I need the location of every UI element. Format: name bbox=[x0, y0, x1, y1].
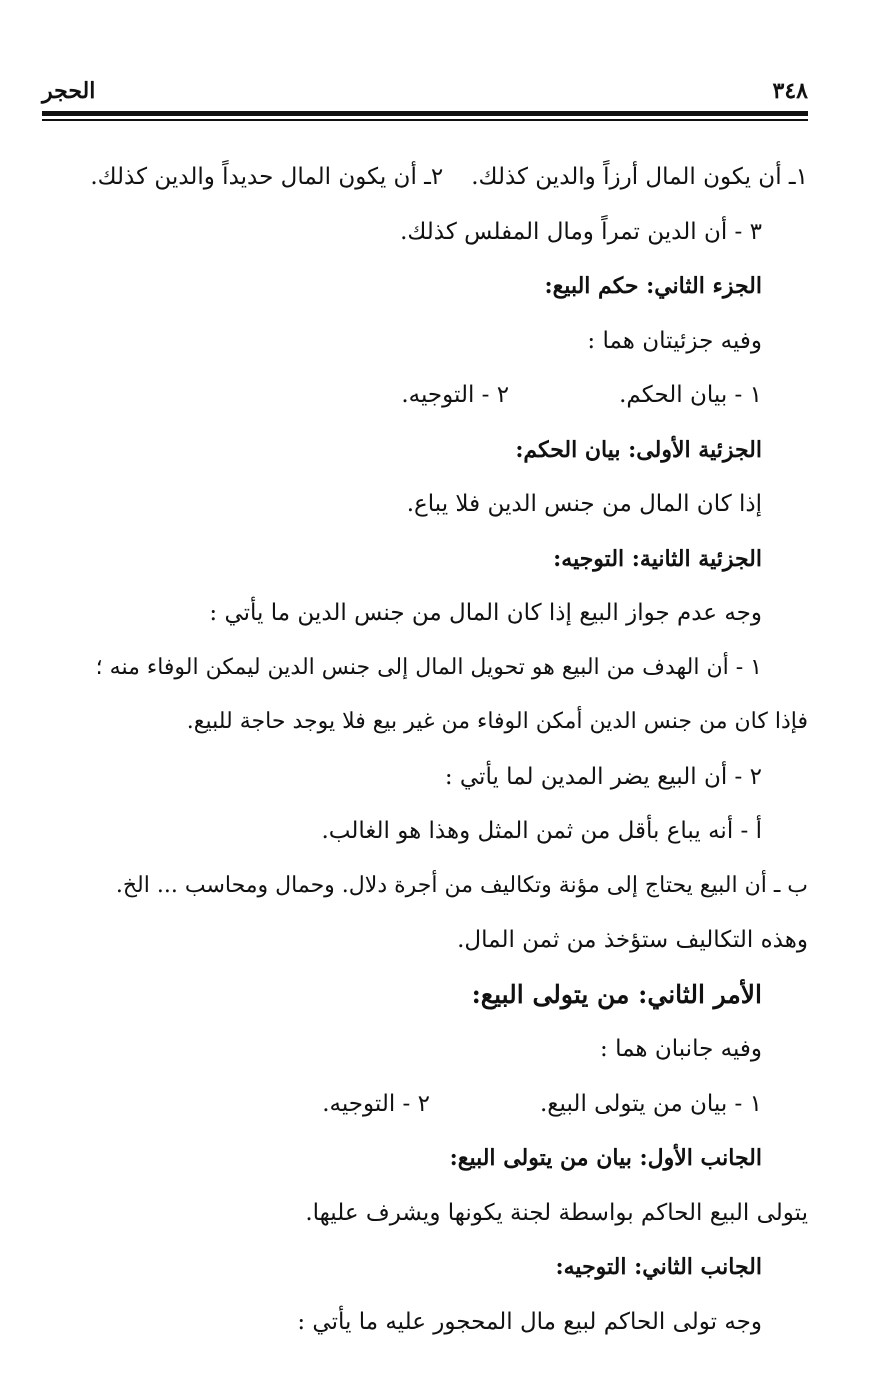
text-line: وفيه جزئيتان هما : bbox=[587, 327, 762, 354]
text-line: ٢ - أن البيع يضر المدين لما يأتي : bbox=[444, 763, 762, 790]
list-item: ٢ـ أن يكون المال حديداً والدين كذلك. bbox=[90, 164, 444, 190]
text-line: وهذه التكاليف ستؤخذ من ثمن المال. bbox=[457, 927, 808, 953]
text-line: ب ـ أن البيع يحتاج إلى مؤنة وتكاليف من أجرة دلال. وحمال ومحاسب ... الخ. bbox=[115, 872, 808, 898]
text-line: يتولى البيع الحاكم بواسطة لجنة يكونها ويشرف عليها. bbox=[305, 1199, 808, 1226]
section-heading: الأمر الثاني: من يتولى البيع: bbox=[471, 979, 762, 1009]
page-number: ٣٤٨ bbox=[772, 78, 808, 104]
body-text bbox=[42, 150, 808, 1349]
text-line: وفيه جانبان هما : bbox=[600, 1036, 762, 1062]
text-line: وجه تولى الحاكم لبيع مال المحجور عليه ما يأتي : bbox=[297, 1308, 762, 1335]
text-line: ٣ - أن الدين تمراً ومال المفلس كذلك. bbox=[400, 218, 762, 245]
section-heading: الجانب الثاني: التوجيه: bbox=[555, 1254, 762, 1280]
text-line bbox=[42, 1077, 808, 1132]
text-line bbox=[42, 150, 808, 205]
section-heading: الجانب الأول: بيان من يتولى البيع: bbox=[449, 1145, 762, 1171]
list-item: ١ـ أن يكون المال أرزاً والدين كذلك. bbox=[471, 164, 808, 190]
header-rule-thick bbox=[42, 111, 808, 116]
text-line bbox=[42, 368, 808, 423]
page-header bbox=[42, 78, 808, 104]
list-item: ١ - بيان من يتولى البيع. bbox=[540, 1090, 762, 1117]
list-item: ٢ - التوجيه. bbox=[322, 1090, 430, 1117]
text-line: إذا كان المال من جنس الدين فلا يباع. bbox=[406, 491, 762, 517]
list-item: ٢ - التوجيه. bbox=[401, 382, 510, 408]
text-line: فإذا كان من جنس الدين أمكن الوفاء من غير بيع فلا يوجد حاجة للبيع. bbox=[186, 709, 808, 734]
section-heading: الجزء الثاني: حكم البيع: bbox=[544, 273, 762, 299]
header-rule-thin bbox=[42, 119, 808, 121]
text-line: ١ - أن الهدف من البيع هو تحويل المال إلى جنس الدين ليمكن الوفاء منه ؛ bbox=[95, 654, 762, 680]
text-line: وجه عدم جواز البيع إذا كان المال من جنس الدين ما يأتي : bbox=[209, 600, 762, 626]
list-item: ١ - بيان الحكم. bbox=[619, 382, 762, 408]
section-heading: الجزئية الثانية: التوجيه: bbox=[553, 545, 762, 572]
text-line: أ - أنه يباع بأقل من ثمن المثل وهذا هو الغالب. bbox=[321, 818, 762, 844]
chapter-title: الحجر bbox=[42, 78, 96, 104]
section-heading: الجزئية الأولى: بيان الحكم: bbox=[515, 436, 762, 463]
